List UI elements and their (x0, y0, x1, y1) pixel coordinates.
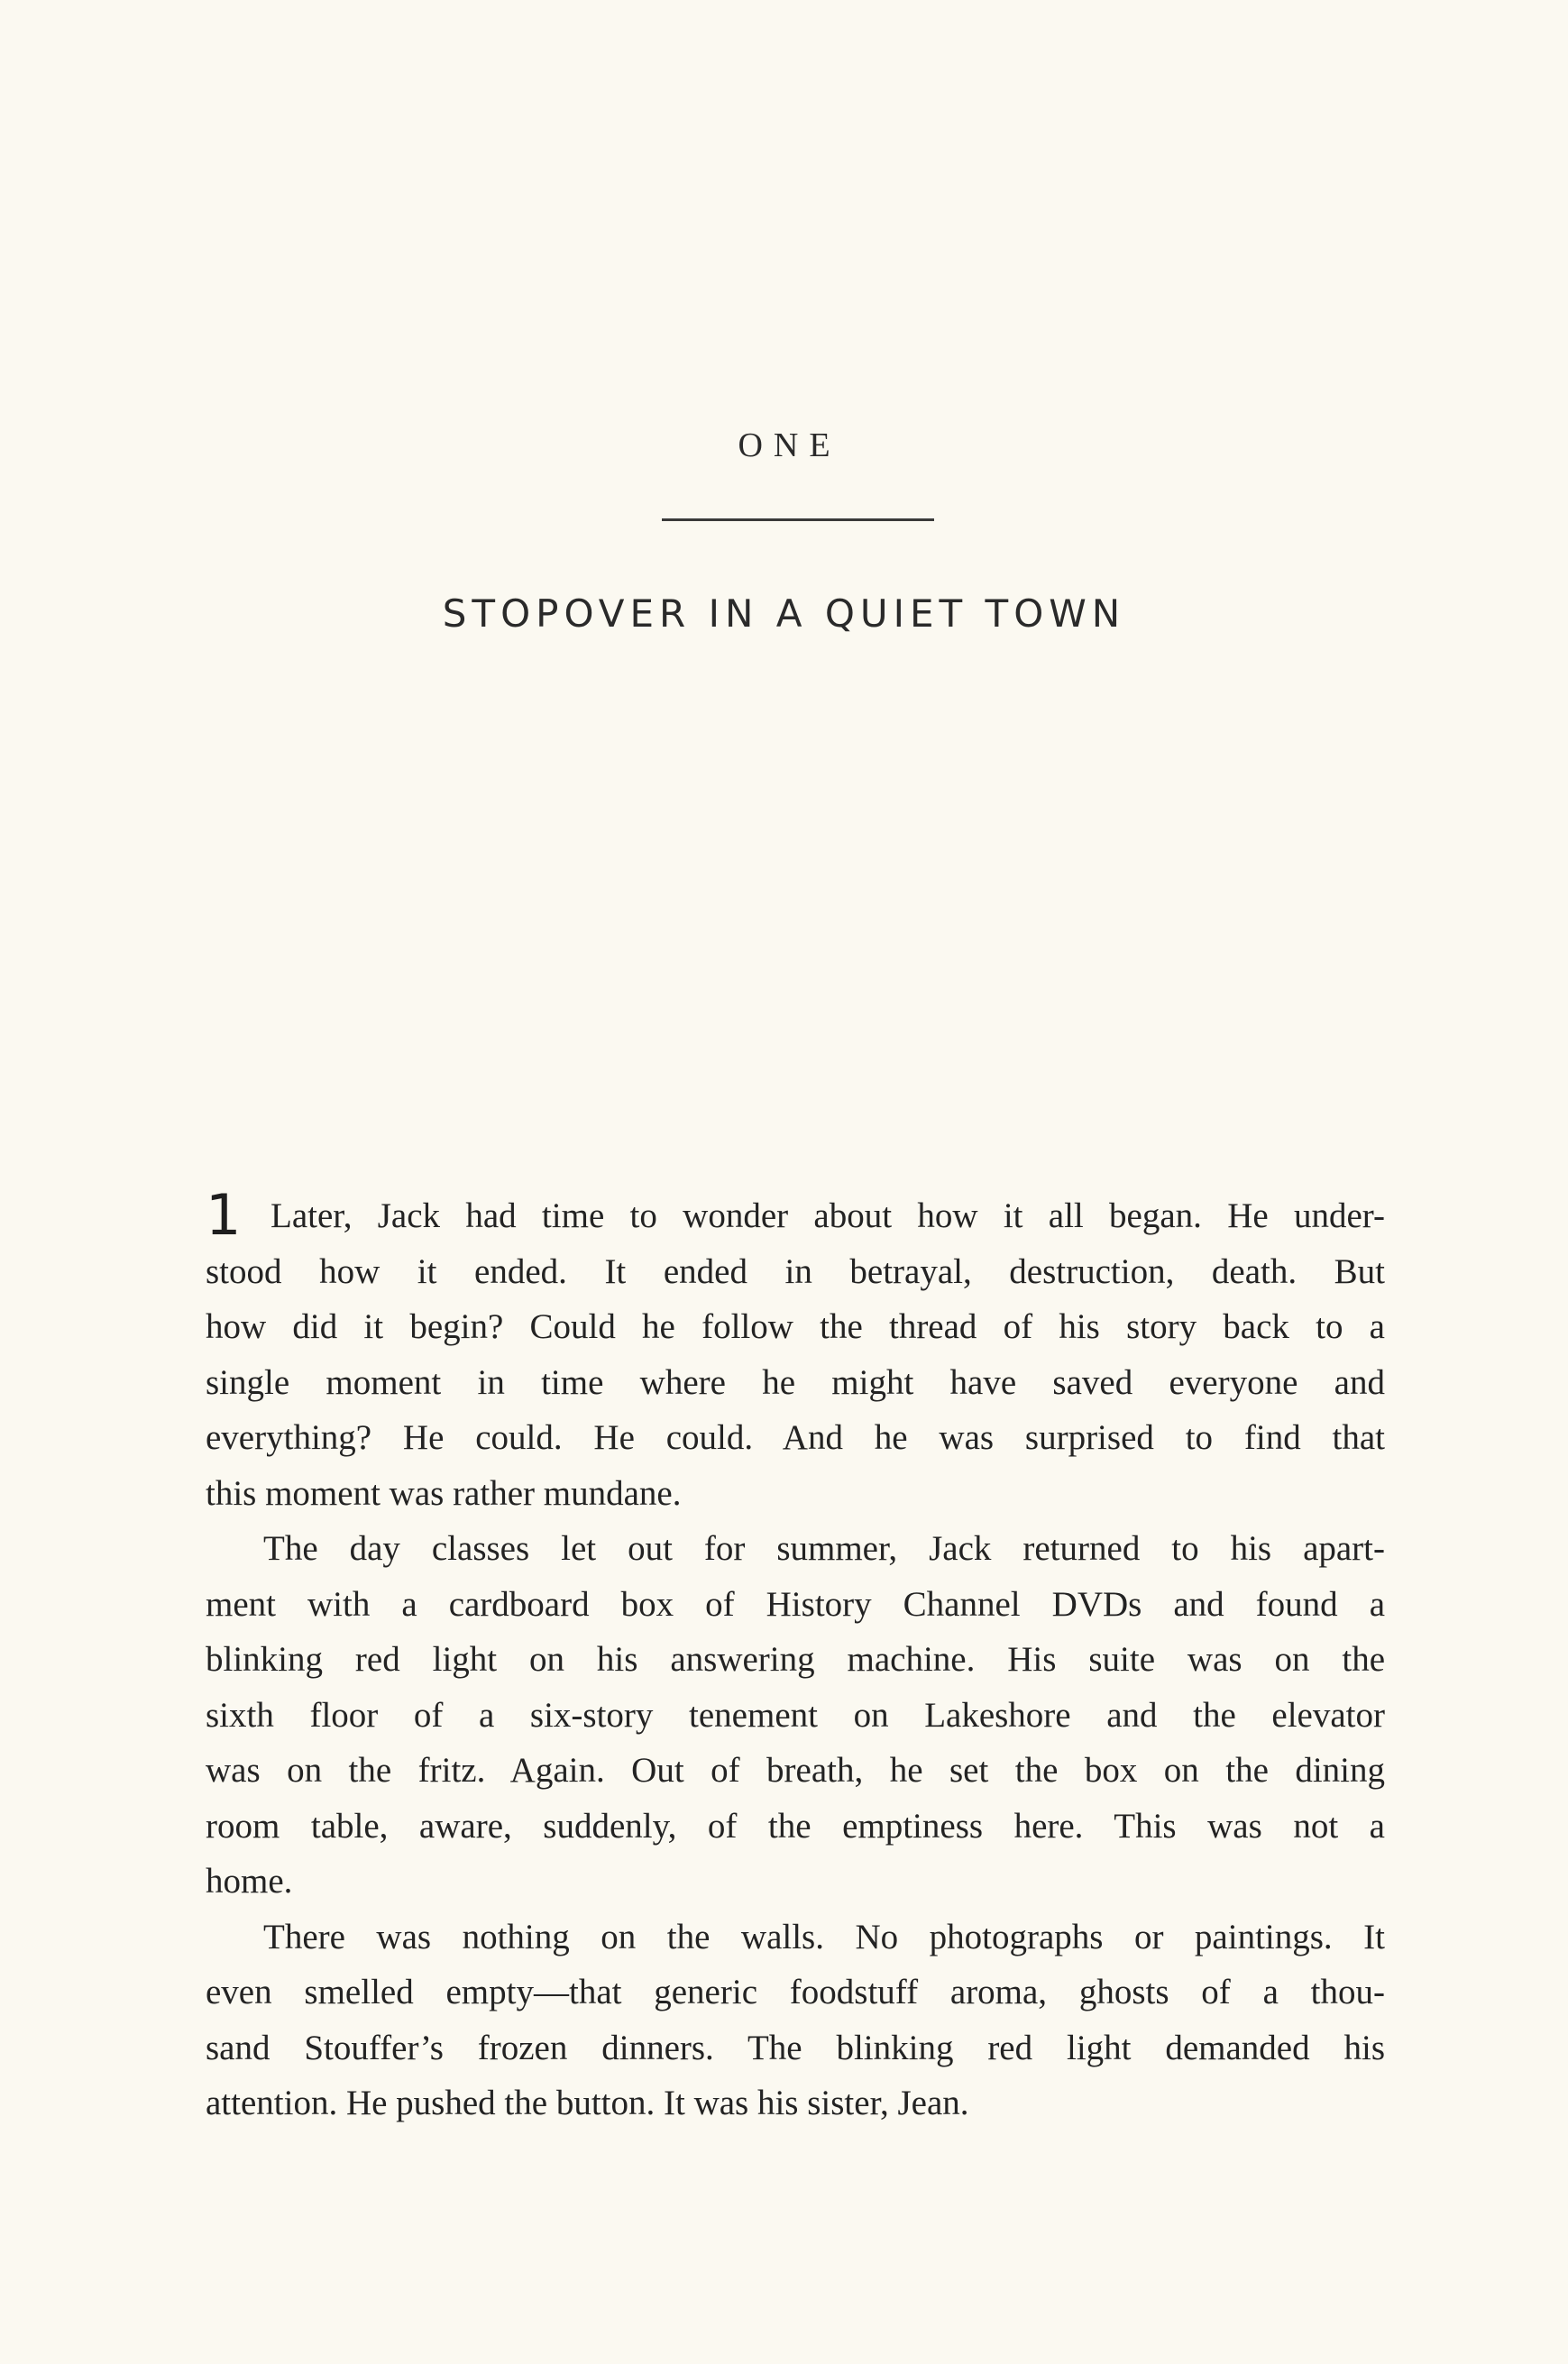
text-line: There was nothing on the walls. No photographs or paintings. It (263, 1917, 1385, 1956)
section-number: 1 (206, 1182, 242, 1248)
chapter-number: ONE (738, 426, 841, 464)
text-line: Later, Jack had time to wonder about how it all began. He under- (271, 1196, 1385, 1235)
text-line: The day classes let out for summer, Jack returned to his apart- (263, 1529, 1385, 1568)
paragraph-3 (206, 1910, 1385, 2131)
text-line: sand Stouffer’s frozen dinners. The blinking red light demanded his (206, 2028, 1385, 2067)
text-line: this moment was rather mundane. (206, 1473, 682, 1513)
chapter-divider (662, 518, 934, 521)
text-line: even smelled empty—that generic foodstuff aroma, ghosts of a thou- (206, 1973, 1385, 2011)
chapter-title: STOPOVER IN A QUIET TOWN (442, 591, 1126, 636)
paragraph-1 (206, 1182, 1385, 1521)
body-text (206, 1182, 1385, 2131)
text-line: everything? He could. He could. And he was surprised to find that (206, 1418, 1385, 1457)
paragraph-2 (206, 1521, 1385, 1910)
text-line: single moment in time where he might have saved everyone and (206, 1362, 1385, 1402)
text-line: ment with a cardboard box of History Channel DVDs and found a (206, 1584, 1385, 1624)
text-line: how did it begin? Could he follow the thread of his story back to a (206, 1307, 1385, 1346)
text-line: sixth floor of a six-story tenement on Lakeshore and the elevator (206, 1695, 1385, 1735)
text-line: blinking red light on his answering machine. His suite was on the (206, 1640, 1385, 1679)
text-line: room table, aware, suddenly, of the emptiness here. This was not a (206, 1806, 1385, 1846)
text-line: was on the fritz. Again. Out of breath, he set the box on the dining (206, 1751, 1385, 1790)
text-line: home. (206, 1862, 293, 1901)
text-line: stood how it ended. It ended in betrayal, destruction, death. But (206, 1251, 1385, 1291)
text-line: attention. He pushed the button. It was his sister, Jean. (206, 2084, 969, 2122)
